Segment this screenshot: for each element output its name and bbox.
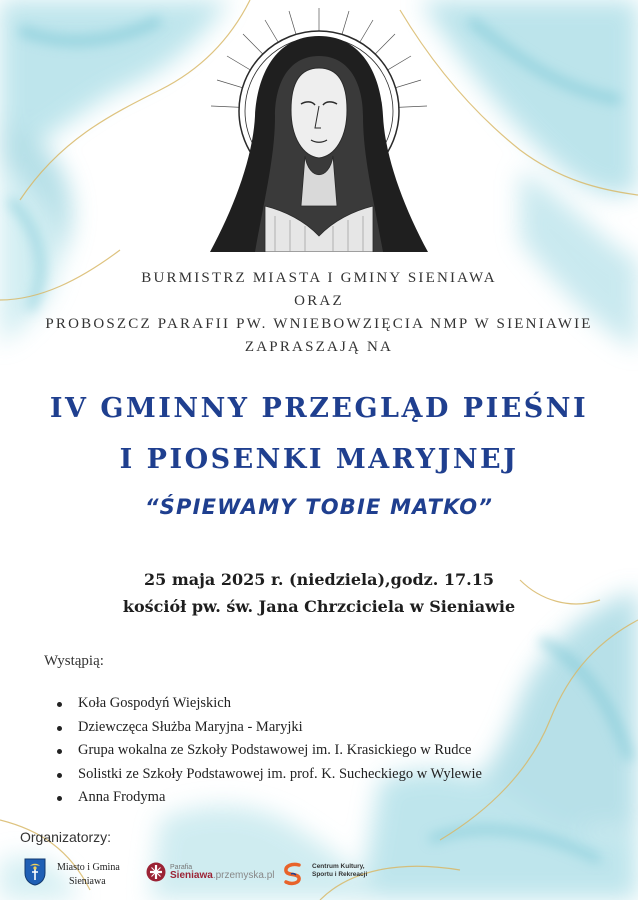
madonna-portrait-illustration — [205, 6, 433, 252]
invitation-line-mayor: BURMISTRZ MIASTA I GMINY SIENIAWA — [141, 270, 497, 286]
bullet-icon — [57, 726, 62, 731]
organizer-town-logo — [24, 856, 144, 892]
organizers-label: Organizatorzy: — [20, 829, 112, 845]
organizer-culture-center-logo — [282, 856, 392, 892]
parish-name — [170, 870, 275, 881]
bullet-icon — [57, 773, 62, 778]
performers-list — [57, 692, 482, 810]
culture-center-line1: Centrum Kultury, — [312, 863, 365, 870]
organizer-parish-logo — [146, 856, 276, 892]
event-date-time: 25 maja 2025 r. (niedziela),godz. 17.15 — [143, 570, 494, 589]
list-item: Koła Gospodyń Wiejskich — [57, 692, 482, 716]
coat-of-arms-icon — [24, 858, 46, 886]
culture-center-icon — [282, 862, 304, 886]
invitation-line-invite: ZAPRASZAJĄ NA — [244, 339, 394, 355]
event-venue: kościół pw. św. Jana Chrzciciela w Sieniawie — [122, 597, 516, 616]
parish-cross-icon — [146, 862, 166, 882]
parish-name-main: Sieniawa — [170, 870, 213, 881]
list-item: Anna Frodyma — [57, 786, 482, 810]
town-name-line1: Miasto i Gmina — [57, 862, 120, 873]
performers-label: Wystąpią: — [44, 653, 104, 669]
invitation-line-and: ORAZ — [294, 293, 344, 309]
event-title-line1: IV GMINNY PRZEGLĄD PIEŚNI — [49, 393, 589, 424]
event-title-line2: I PIOSENKI MARYJNEJ — [119, 444, 519, 475]
list-item: Solistki ze Szkoły Podstawowej im. prof. K. Sucheckiego w Wylewie — [57, 763, 482, 787]
town-name-line2: Sieniawa — [69, 876, 106, 887]
event-subtitle: “ŚPIEWAMY TOBIE MATKO” — [144, 495, 494, 519]
parish-small-label: Parafia — [170, 864, 193, 871]
invitation-line-parish-priest: PROBOSZCZ PARAFII PW. WNIEBOWZIĘCIA NMP W SIENIAWIE — [45, 316, 593, 332]
bullet-icon — [57, 749, 62, 754]
bullet-icon — [57, 796, 62, 801]
bullet-icon — [57, 702, 62, 707]
list-item: Dziewczęca Służba Maryjna - Maryjki — [57, 716, 482, 740]
parish-name-domain: .przemyska.pl — [212, 870, 275, 881]
list-item: Grupa wokalna ze Szkoły Podstawowej im. I. Krasickiego w Rudce — [57, 739, 482, 763]
culture-center-line2: Sportu i Rekreacji — [312, 871, 368, 878]
